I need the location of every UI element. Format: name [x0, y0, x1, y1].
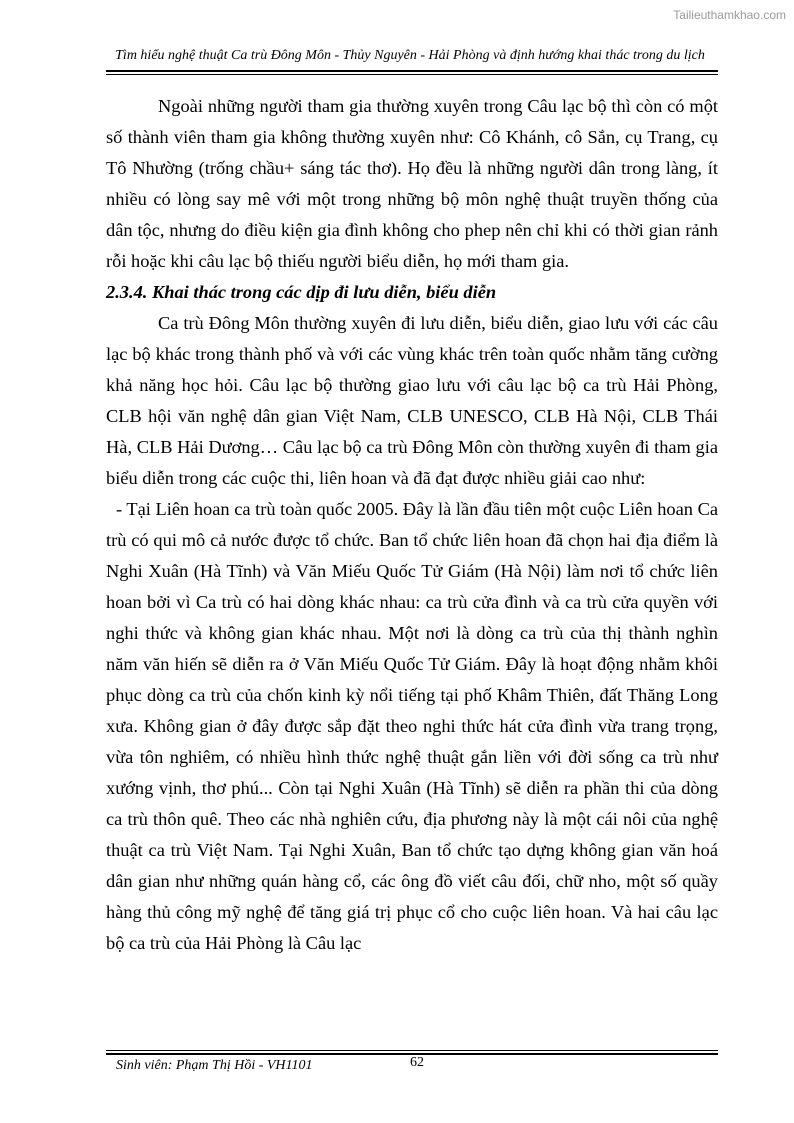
paragraph-touring: Ca trù Đông Môn thường xuyên đi lưu diễn, biểu diễn, giao lưu với các câu lạc bộ khác trong thành phố và với các vùng khác trên toàn quốc nhằm tăng cường khả năng học hỏi. Câu lạc bộ thường giao lưu với câu lạc bộ ca trù Hải Phòng, CLB hội văn nghệ dân gian Việt Nam, CLB UNESCO, CLB Hà Nội, CLB Thái Hà, CLB Hải Dương… Câu lạc bộ ca trù Đông Môn còn thường xuyên đi tham gia biểu diễn trong các cuộc thi, liên hoan và đã đạt được nhiều giải cao như: — [106, 313, 718, 488]
paragraph-members: Ngoài những người tham gia thường xuyên trong Câu lạc bộ thì còn có một số thành viên tham gia không thường xuyên như: Cô Khánh, cô Sắn, cụ Trang, cụ Tô Nhường (trống chầu+ sáng tác thơ). Họ đều là những người dân trong làng, ít nhiều có lòng say mê với một trong những bộ môn nghệ thuật truyền thống của dân tộc, nhưng do điều kiện gia đình không cho phep nên chỉ khi có thời gian rảnh rỗi hoặc khi câu lạc bộ thiếu người biểu diễn, họ mới tham gia. — [106, 96, 718, 271]
footer-student-name: Sinh viên: Phạm Thị Hồi - VH1101 — [116, 1058, 313, 1073]
document-body — [106, 91, 718, 959]
page-number: 62 — [410, 1055, 424, 1070]
footer-rule — [106, 1050, 718, 1051]
paragraph-festival-2005: - Tại Liên hoan ca trù toàn quốc 2005. Đây là lần đầu tiên một cuộc Liên hoan Ca trù có qui mô cả nước được tổ chức. Ban tổ chức liên hoan đã chọn hai địa điểm là Nghi Xuân (Hà Tĩnh) và Văn Miếu Quốc Tử Giám (Hà Nội) làm nơi tổ chức liên hoan bởi vì Ca trù có hai dòng khác nhau: ca trù cửa đình và ca trù cửa quyền với nghi thức và không gian khác nhau. Một nơi là dòng ca trù của thị thành nghìn năm văn hiến sẽ diễn ra ở Văn Miếu Quốc Tử Giám. Đây là hoạt động nhằm khôi phục dòng ca trù của chốn kinh kỳ nổi tiếng tại phố Khâm Thiên, đất Thăng Long xưa. Không gian ở đây được sắp đặt theo nghi thức hát cửa đình vừa trang trọng, vừa tôn nghiêm, có nhiều hình thức nghệ thuật gắn liền với đời sống ca trù như xướng vịnh, thơ phú... Còn tại Nghi Xuân (Hà Tĩnh) sẽ diễn ra phần thi của dòng ca trù thôn quê. Theo các nhà nghiên cứu, địa phương này là một cái nôi của nghệ thuật ca trù Việt Nam. Tại Nghi Xuân, Ban tổ chức tạo dựng không gian văn hoá dân gian như những quán hàng cổ, các ông đồ viết câu đối, chữ nho, một số quầy hàng thủ công mỹ nghệ để tăng giá trị phục cổ cho cuộc liên hoan. Và hai câu lạc bộ ca trù của Hải Phòng là Câu lạc — [106, 499, 718, 953]
section-heading: 2.3.4. Khai thác trong các dịp đi lưu diễn, biểu diễn — [106, 282, 497, 302]
header-rule-secondary — [106, 74, 718, 75]
header-rule — [106, 70, 718, 72]
header-title: Tìm hiểu nghệ thuật Ca trù Đông Môn - Thủy Nguyên - Hải Phòng và định hướng khai thác trong du lịch — [115, 48, 705, 63]
watermark: Tailieuthamkhao.com — [673, 8, 786, 22]
